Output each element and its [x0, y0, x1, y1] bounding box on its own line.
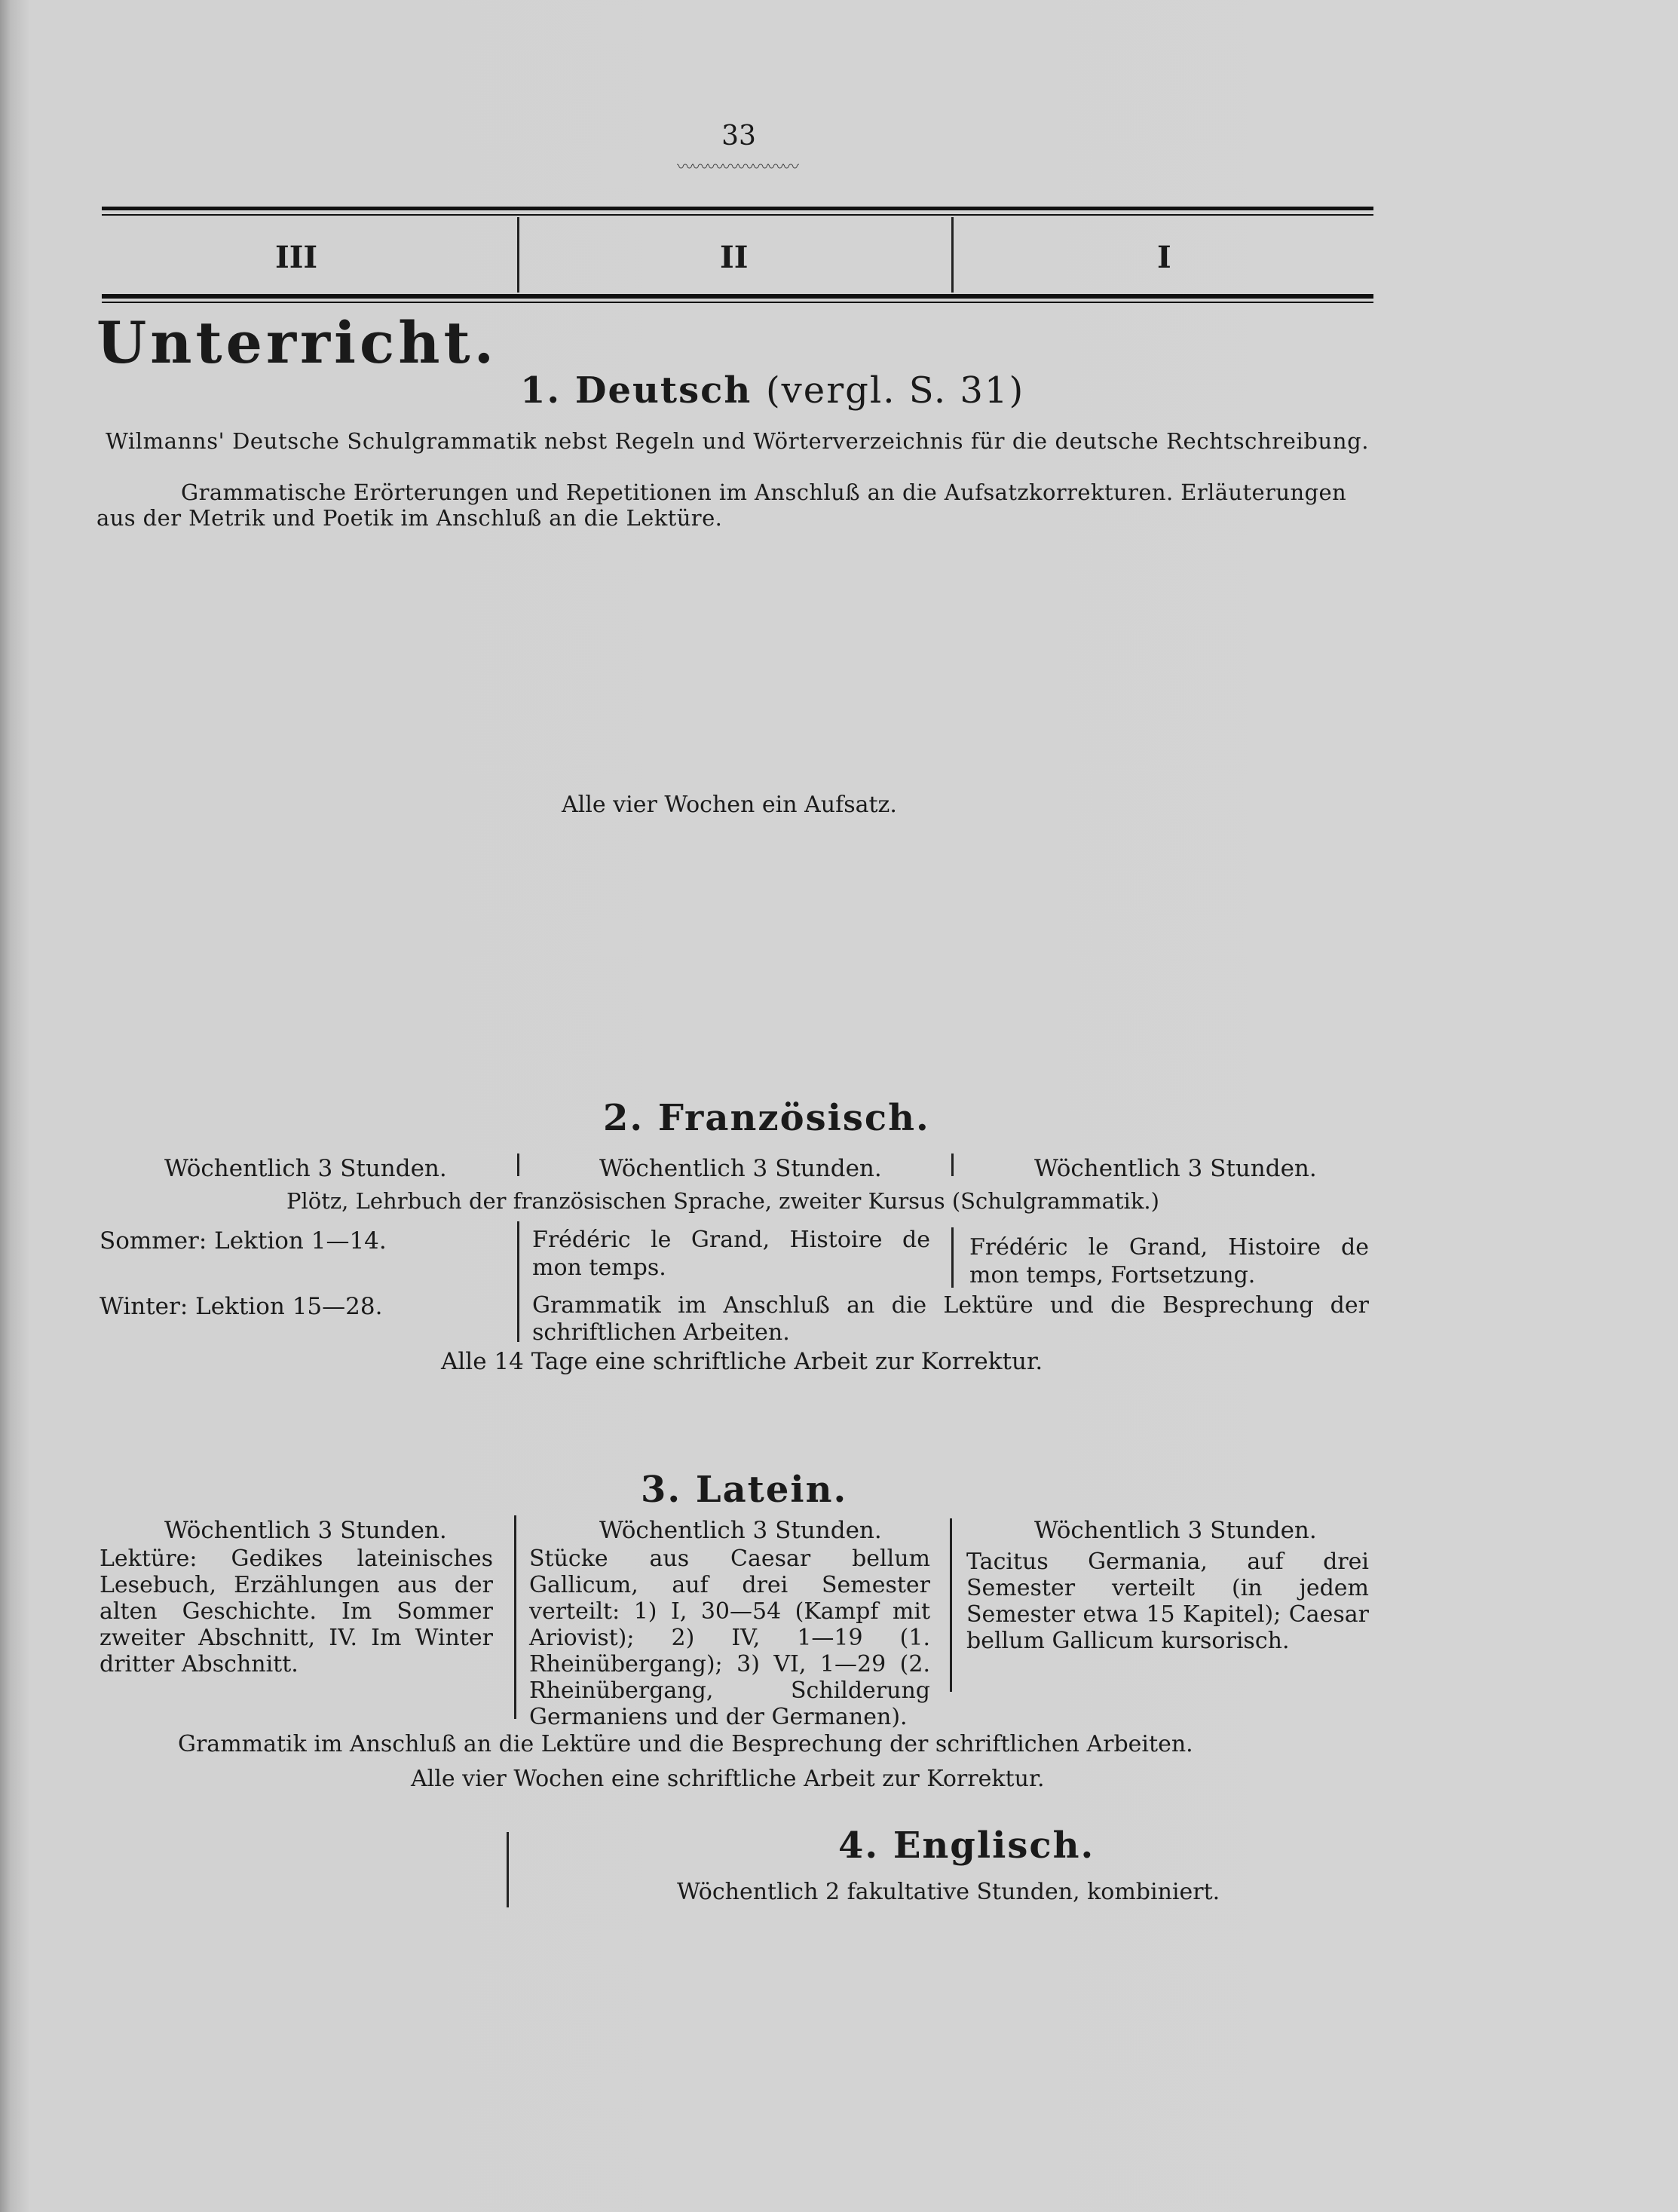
la-text-i: Tacitus Germania, auf drei Semester verteilt (in jedem Semester etwa 15 Kapitel); Caesar bellum Gallicum kursorisch. [966, 1549, 1369, 1654]
la-grammatik: Grammatik im Anschluß an die Lektüre und die Besprechung der schriftlichen Arbeiten. [178, 1731, 1193, 1757]
fr-arbeit: Alle 14 Tage eine schriftliche Arbeit zur Korrektur. [441, 1348, 1043, 1375]
la-hours-i: Wöchentlich 3 Stunden. [1034, 1517, 1317, 1544]
section-heading-englisch: 4. Englisch. [838, 1824, 1095, 1867]
en-hours: Wöchentlich 2 fakultative Stunden, kombiniert. [677, 1879, 1220, 1905]
la-hours-iii: Wöchentlich 3 Stunden. [164, 1517, 447, 1544]
en-divider [507, 1832, 509, 1907]
header-divider-1 [517, 217, 519, 293]
page-title: Unterricht. [96, 309, 498, 376]
fr-text-i: Frédéric le Grand, Histoire de mon temps, Fortsetzung. [969, 1234, 1369, 1288]
header-rule-bottom [102, 294, 1373, 299]
fr-hours-i: Wöchentlich 3 Stunden. [1034, 1155, 1317, 1182]
fr-divider-1a [517, 1153, 519, 1176]
column-header-i: I [1157, 240, 1171, 275]
fr-divider-2a [951, 1153, 954, 1176]
deutsch-book: Wilmanns' Deutsche Schulgrammatik nebst Regeln und Wörterverzeichnis für die deutsche Rechtschreibung. [106, 428, 1370, 454]
deutsch-heading-number: 1. [520, 369, 562, 412]
header-rule-bottom-thin [102, 302, 1373, 303]
header-divider-2 [951, 217, 954, 293]
section-heading-latein: 3. Latein. [641, 1469, 848, 1511]
la-hours-ii: Wöchentlich 3 Stunden. [599, 1517, 882, 1544]
la-divider-2 [950, 1518, 952, 1692]
deutsch-aufsatz: Alle vier Wochen ein Aufsatz. [562, 792, 897, 818]
la-divider-1 [514, 1515, 516, 1719]
fr-grammatik: Grammatik im Anschluß an die Lektüre und die Besprechung der schriftlichen Arbeiten. [532, 1292, 1369, 1346]
section-heading-deutsch [520, 369, 1024, 412]
fr-hours-ii: Wöchentlich 3 Stunden. [599, 1155, 882, 1182]
deutsch-heading-word: Deutsch [574, 369, 752, 412]
column-header-iii: III [275, 240, 318, 275]
fr-book: Plötz, Lehrbuch der französischen Sprache, zweiter Kursus (Schulgrammatik.) [286, 1188, 1159, 1214]
fr-text-ii: Frédéric le Grand, Histoire de mon temps. [532, 1227, 930, 1281]
la-arbeit: Alle vier Wochen eine schriftliche Arbeit zur Korrektur. [411, 1766, 1045, 1792]
ornament-squiggle: 〰〰〰〰〰〰〰〰 [677, 158, 798, 177]
la-text-ii: Stücke aus Caesar bellum Gallicum, auf drei Semester verteilt: 1) I, 30—54 (Kampf mit Ariovist); 2) IV, 1—19 (1. Rheinübergang); 3) VI, 1—29 (2. Rheinübergang, Schilderung Germaniens und der Germanen). [529, 1546, 930, 1730]
la-text-iii: Lektüre: Gedikes lateinisches Lesebuch, Erzählungen aus der alten Geschichte. Im Sommer zweiter Abschnitt, IV. Im Winter dritter Abschnitt. [100, 1546, 493, 1677]
column-header-ii: II [720, 240, 749, 275]
fr-winter: Winter: Lektion 15—28. [100, 1293, 383, 1320]
fr-sommer: Sommer: Lektion 1—14. [100, 1227, 387, 1255]
fr-divider-2b [951, 1227, 954, 1288]
page-number: 33 [721, 121, 756, 152]
header-rule-top-thin [102, 214, 1373, 216]
fr-hours-iii: Wöchentlich 3 Stunden. [164, 1155, 447, 1182]
deutsch-line-2: aus der Metrik und Poetik im Anschluß an die Lektüre. [96, 505, 723, 531]
deutsch-line-1: Grammatische Erörterungen und Repetitionen im Anschluß an die Aufsatzkorrekturen. Erläuterungen [181, 479, 1347, 505]
header-rule-top [102, 207, 1373, 210]
deutsch-heading-ref: (vergl. S. 31) [765, 369, 1025, 412]
fr-divider-1b [517, 1221, 519, 1342]
section-heading-franzoesisch: 2. Französisch. [603, 1097, 930, 1139]
